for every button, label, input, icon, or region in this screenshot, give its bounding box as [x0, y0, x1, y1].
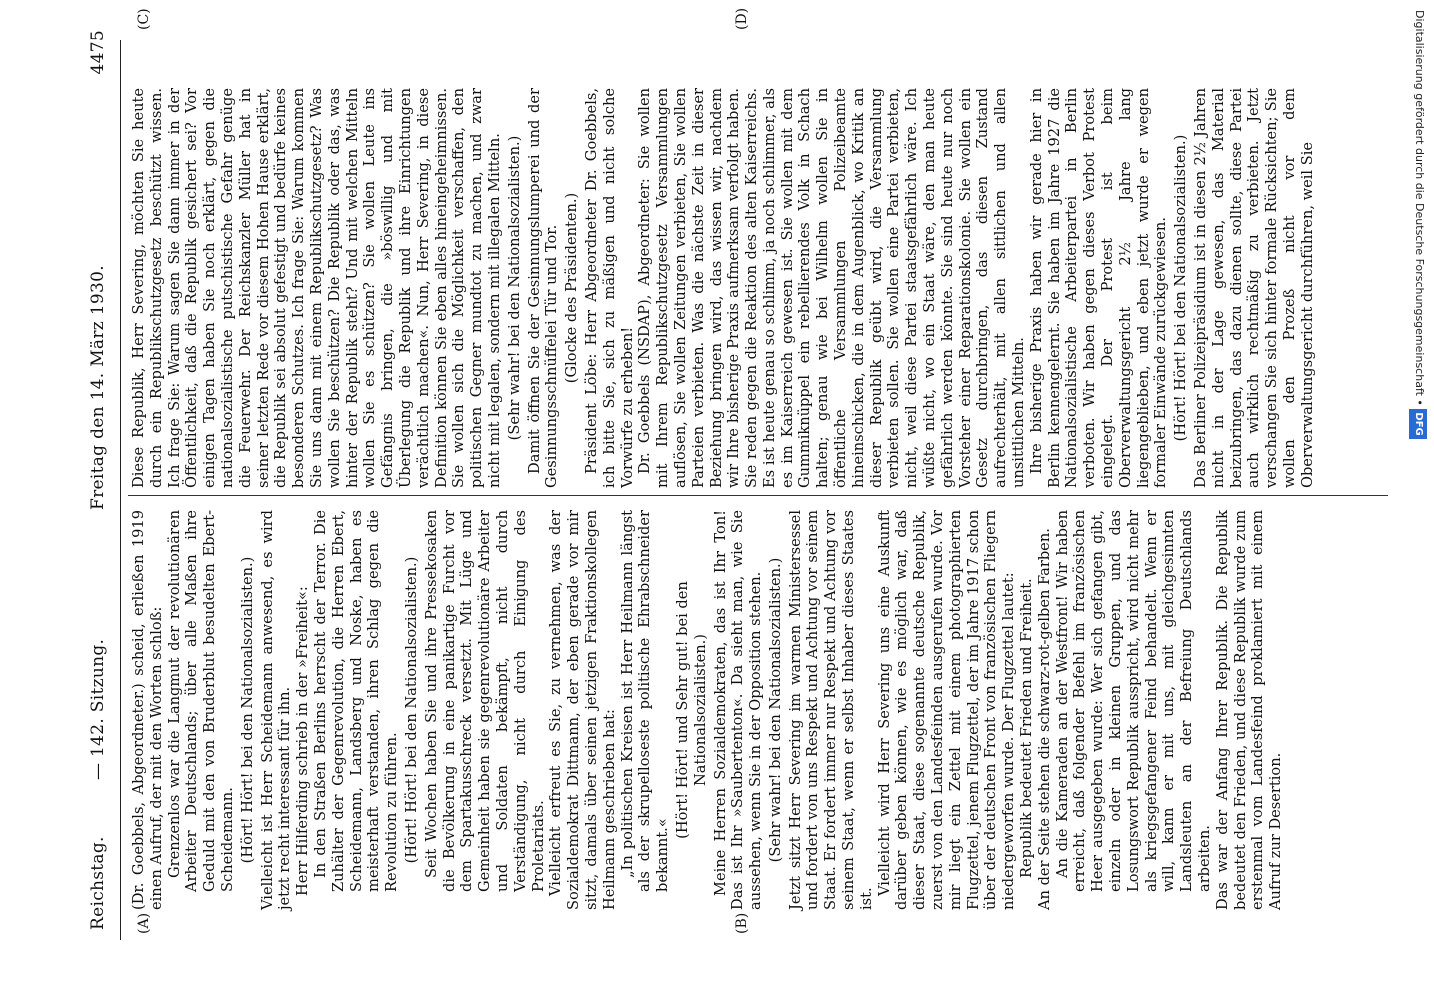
interjection: (Hört! Hört! bei den Nationalsozialisten.) [402, 556, 420, 864]
quotation-paragraph: Seit Wochen haben Sie und ihre Pressekosaken die Bevölkerung in eine panikartige Furcht vor dem Spartakusschreck versetzt. Mit Lüge und Gemeinheit haben sie gegenrevolutionäre Arbeiter und Soldaten bekämpft, nicht durch Verständigung, nicht durch Einigung des Proletariats. [422, 510, 547, 892]
header-session: — 142. Sitzung. [88, 638, 108, 780]
quotation-paragraph: An die Kameraden an der Westfront! Wir haben erreicht, daß folgender Befehl im französischen Heer ausgegeben wurde: Wer sich gefangen gibt, einzeln oder in kleinen Gruppen, und das Losungswort Republik ausspricht, wird nicht mehr als kriegsgefangener Feind behandelt. Wenn er will, kann er mit uns, mit gleichgesinnten Landsleuten an der Befreiung Deutschlands arbeiten. [1053, 510, 1214, 892]
margin-marker-b: (B) [734, 912, 750, 934]
quotation-paragraph: Grenzenlos war die Langmut der revolutionären Arbeiter Deutschlands; über alle Maßen ihre Geduld mit den von Bruderblut besudelten Ebert-Scheidemann. [165, 510, 236, 892]
paragraph: Meine Herren Sozialdemokraten, das ist Ihr Ton! Das ist Ihr »Saubertenton«. Da sieht man, wie Sie aussehen, wenn Sie in der Opposition stehen. [711, 510, 765, 910]
interjection: (Sehr wahr! bei den Nationalsozialisten.) [766, 557, 784, 863]
interjection: (Hört! Hört! und Sehr gut! bei den Nationalsozialisten.) [673, 581, 709, 839]
paragraph: An der Seite stehen die schwarz-rot-gelben Farben. [1035, 528, 1053, 910]
left-column [130, 510, 1285, 910]
quotation-paragraph: „In politischen Kreisen ist Herr Heilmann längst als der skrupelloseste politische Ehrabschneider bekannt.« [618, 510, 672, 892]
margin-marker-c: (C) [136, 8, 152, 30]
column-divider [128, 495, 1388, 496]
page-header [78, 30, 118, 930]
paragraph: Dr. Goebbels (NSDAP), Abgeordneter: Sie wollen mit Ihrem Republikschutzgesetz Versammlungen auflösen, Sie wollen Zeitungen verbieten, Sie wollen Parteien verbieten. Was die nächste Zeit in dieser Beziehung bringen wird, das wissen wir, nachdem wir Ihre bisherige Praxis aufmerksam verfolgt haben. Sie reden gegen die Reaktion des alten Kaiserreichs. Es ist heute genau so schlimm, ja noch schlimmer, als es im Kaiserreich gewesen ist. Sie wollen mit dem Gummiknüppel ein rebellierendes Volk in Schach halten; genau wie bei Wilhelm wollen Sie in öffentliche Versammlungen Polizeibeamte hineinschicken, die in dem Augenblick, wo Kritik an dieser Republik geübt wird, die Versammlung verbieten sollen. Sie wollen eine Partei verbieten, nicht, weil diese Partei staatsgefährlich wäre. Ich wüßte nicht, wo ein Staat wäre, den man heute gefährlich werden könnte. Sie sind heute nur noch Vorsteher einer Reparationskolonie. Sie wollen ein Gesetz durchbringen, das diesen Zustand aufrechterhält, mit allen sittlichen und allen unsittlichen Mitteln. [636, 88, 1028, 488]
margin-marker-a: (A) [136, 912, 152, 934]
paragraph: Das Berliner Polizeipräsidium ist in diesen 2½ Jahren nicht in der Lage gewesen, das Material beizubringen, das dazu dienen sollte, diese Partei auch wirklich rechtmäßig zu verbieten. Jetzt verschangen Sie sich hinter formale Rücksichten; Sie wollen den Prozeß nicht vor dem Oberverwaltungsgericht durchführen, weil Sie [1192, 88, 1316, 488]
quotation-paragraph: In den Straßen Berlins herrscht der Terror. Die Zuhälter der Gegenrevolution, die Herren Ebert, Scheidemann, Landsberg und Noske, haben es meisterhaft verstanden, ihren Schlag gegen die Revolution zu führen. [311, 510, 401, 892]
header-title: Reichstag. [88, 836, 108, 930]
paragraph: Vielleicht erfreut es Sie, zu vernehmen, was der Sozialdemokrat Dittmann, der eben gerade vor mir sitzt, damals über seinen jetzigen Fraktionskollegen Heilmann geschrieben hat: [547, 510, 618, 910]
margin-marker-d: (D) [734, 7, 750, 30]
side-note-text: Digitalisierung gefördert durch die Deutsche Forschungsgemeinschaft [1413, 10, 1426, 396]
dfg-logo: DFG [1409, 409, 1427, 438]
interjection: (Glocke des Präsidenten.) [563, 192, 581, 384]
header-page-number: 4475 [88, 30, 108, 75]
interjection: (Sehr wahr! bei den Nationalsozialisten.) [505, 135, 523, 441]
paragraph: Jetzt sitzt Herr Severing im warmen Ministersessel und fordert von uns Respekt und Achtung vor seinem Staat. Er fordert immer nur Respekt und Achtung vor seinem Staat, wenn er selbst Inhaber dieses Staates ist. [786, 510, 875, 910]
interjection: (Hört! Hört! bei den Nationalsozialisten.) [238, 556, 256, 864]
interjection: (Hört! Hört! bei den Nationalsozialisten.) [1172, 134, 1190, 442]
paragraph: Das war der Anfang Ihrer Republik. Die Republik bedeutet den Frieden, und diese Republik wurde zum erstenmal vom Landesfeind proklamiert mit einem Aufruf zur Desertion. [1213, 510, 1285, 910]
paragraph: Präsident Löbe: Herr Abgeordneter Dr. Goebbels, ich bitte Sie, sich zu mäßigen und nicht solche Vorwürfe zu erheben! [582, 88, 636, 488]
paragraph: Vielleicht wird Herr Severing uns eine Auskunft darüber geben können, wie es möglich war, daß dieser Staat, diese sogenannte deutsche Republik, zuerst von den Landesfeinden ausgerufen wurde. Vor mir liegt ein Zettel mit einem photographierten Flugzettel, jenem Flugzettel, der im Jahre 1917 schon über der deutschen Front von französischen Fliegern niedergeworfen wurde. Der Flugzettel lautet: [875, 510, 1018, 910]
header-rule [120, 40, 121, 940]
paragraph: (Dr. Goebbels, Abgeordneter.) scheid, erließen 1919 einen Aufruf, der mit den Worten schloß: [130, 510, 165, 910]
paragraph: Vielleicht ist Herr Scheidemann anwesend, es wird jetzt recht interessant für ihn. [258, 510, 294, 910]
quotation-paragraph: Republik bedeutet Frieden und Freiheit. [1018, 578, 1036, 878]
paragraph: Diese Republik, Herr Severing, möchten Sie heute durch ein Republikschutzgesetz beschützt wissen. Ich frage Sie: Warum sagen Sie dann immer in der Öffentlichkeit, daß die Republik gesichert sei? Vor einigen Tagen haben Sie noch erklärt, gegen die nationalsozialistische putschistische Gefahr genüge die Feuerwehr. Der Reichskanzler Müller hat in seiner letzten Rede vor diesem Hohen Hause erklärt, die Republik sei absolut gefestigt und bedürfe keines besonderen Schutzes. Ich frage Sie: Warum kommen Sie uns dann mit einem Republikschutzgesetz? Was wollen Sie beschützen? Die Republik oder das, was hinter der Republik steht? Und mit welchen Mitteln wollen Sie es schützen? Sie wollen Leute ins Gefängnis bringen, die »böswillig und mit Überlegung die Republik und ihre Einrichtungen verächtlich machen«. Nun, Herr Severing, in diese Definition können Sie eben alles hineingeheimnissen. Sie wollen sich die Möglichkeit verschaffen, den politischen Gegner mundtot zu machen, und zwar nicht mit legalen, sondern mit illegalen Mitteln. [130, 88, 503, 488]
side-note: Digitalisierung gefördert durch die Deutsche Forschungsgemeinschaft • DFG [1410, 10, 1430, 990]
paragraph: Damit öffnen Sie der Gesinnungslumperei und der Gesinnungsschnüffelei Tür und Tor. [525, 88, 561, 488]
paragraph: Ihre bisherige Praxis haben wir gerade hier in Berlin kennengelernt. Sie haben im Jahre 1927 die Nationalsozialistische Arbeiterpartei in Berlin verboten. Wir haben gegen dieses Verbot Protest eingelegt. Der Protest ist beim Oberverwaltungsgericht 2½ Jahre lang liegengeblieben, und eben jetzt wurde er wegen formaler Einwände zurückgewiesen. [1027, 88, 1170, 488]
header-date: Freitag den 14. März 1930. [88, 265, 108, 510]
right-column [130, 88, 1317, 488]
paragraph: Herr Hilferding schrieb in der »Freiheit«: [294, 586, 312, 896]
